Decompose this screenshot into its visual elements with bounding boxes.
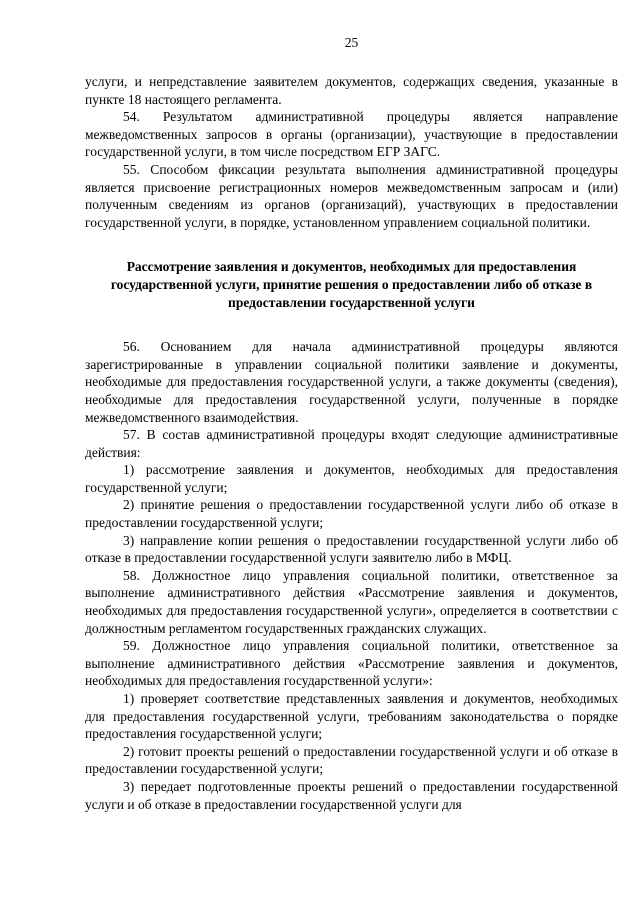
page-number: 25: [344, 35, 359, 50]
paragraph-54: 54. Результатом административной процедуры является направление межведомственных запросов в органы (организации), участвующие в предоставлении государственной услуги, в том числе посредством ЕГР ЗАГС.: [85, 109, 618, 160]
paragraph-continuation: услуги, и непредставление заявителем документов, содержащих сведения, указанные в пункте 18 настоящего регламента.: [85, 74, 618, 107]
section-heading: Рассмотрение заявления и документов, необходимых для предоставления государственной услуги, принятие решения о предоставлении либо об отказе в предоставлении государственной услуги: [110, 259, 593, 310]
document-page: [85, 34, 618, 813]
paragraph-59: 59. Должностное лицо управления социальной политики, ответственное за выполнение административного действия «Рассмотрение заявления и документов, необходимых для предоставления государственной услуги»:: [85, 638, 618, 689]
paragraph-55: 55. Способом фиксации результата выполнения административной процедуры является присвоение регистрационных номеров межведомственным запросам и (или) полученным сведениям из органов (организаций), участвующих в предоставлении государственной услуги, в порядке, установленном управлением социальной политики.: [85, 161, 618, 230]
paragraph-57: 57. В состав административной процедуры входят следующие административные действия:: [85, 427, 618, 460]
list-item-59-1: 1) проверяет соответствие представленных заявления и документов, необходимых для предоставления государственной услуги, требованиям законодательства о порядке предоставления государственной услуги;: [85, 691, 618, 742]
list-item-59-2: 2) готовит проекты решений о предоставлении государственной услуги и об отказе в предоставлении государственной услуги;: [85, 743, 618, 777]
list-item-57-3: 3) направление копии решения о предоставлении государственной услуги либо об отказе в предоставлении государственной услуги заявителю либо в МФЦ.: [85, 532, 618, 566]
paragraph-56: 56. Основанием для начала административной процедуры являются зарегистрированные в управлении социальной политики заявление и документы, необходимые для предоставления государственной услуги, а также документы (сведения), необходимые для предоставления государственной услуги, полученные в порядке межведомственного взаимодействия.: [85, 339, 618, 425]
paragraph-58: 58. Должностное лицо управления социальной политики, ответственное за выполнение административного действия «Рассмотрение заявления и документов, необходимых для предоставления государственной услуги», определяется в соответствии с должностным регламентом государственных гражданских служащих.: [85, 567, 618, 636]
list-item-57-1: 1) рассмотрение заявления и документов, необходимых для предоставления государственной услуги;: [85, 462, 618, 495]
list-item-59-3: 3) передает подготовленные проекты решений о предоставлении государственной услуги и об отказе в предоставлении государственной услуги для: [85, 778, 618, 812]
list-item-57-2: 2) принятие решения о предоставлении государственной услуги либо об отказе в предоставлении государственной услуги;: [85, 497, 618, 531]
